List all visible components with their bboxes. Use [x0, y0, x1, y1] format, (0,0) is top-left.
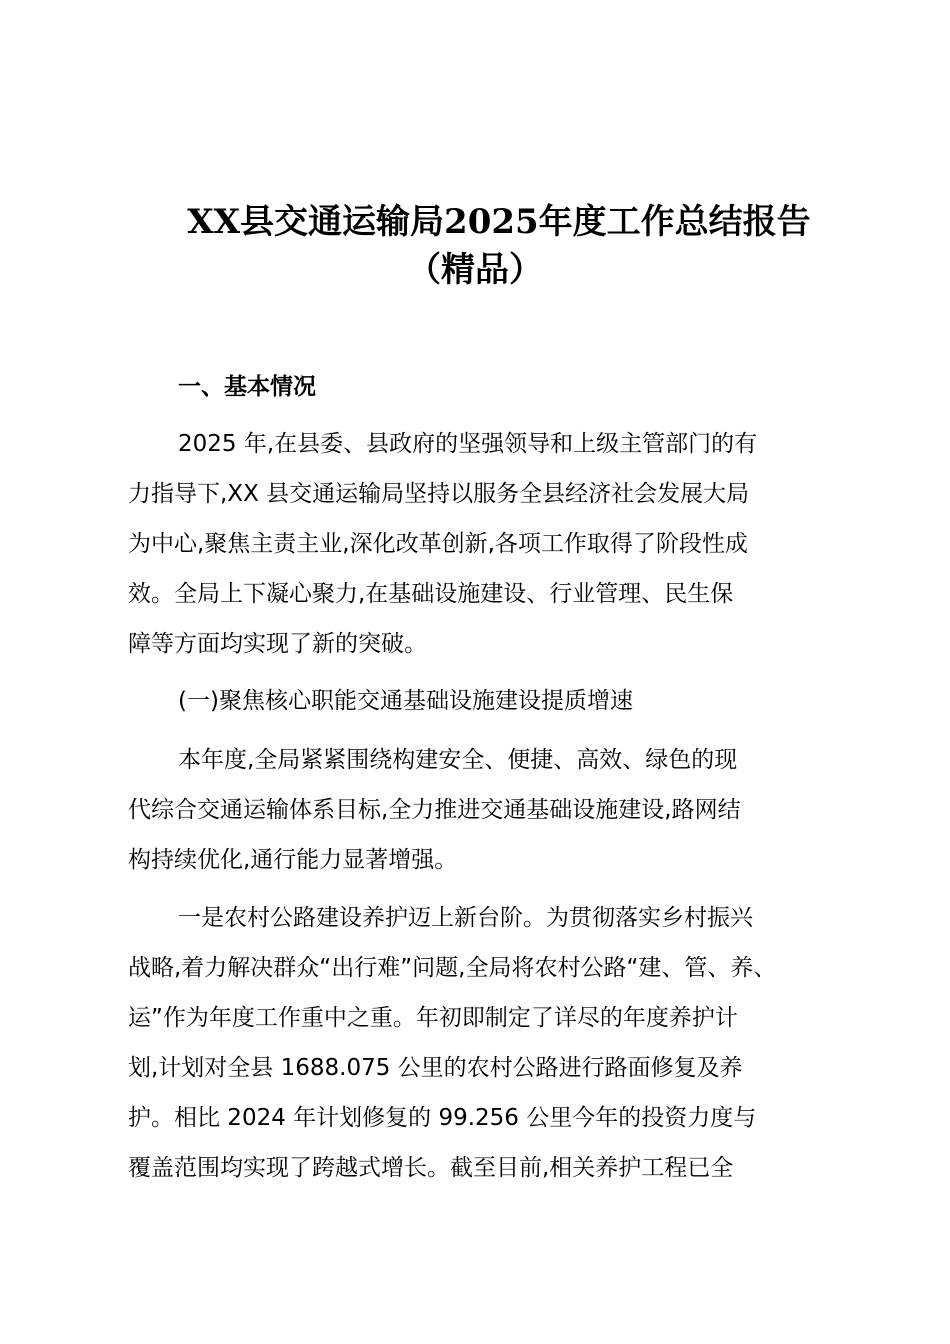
- section-heading-basic-situation: 一、基本情况: [178, 374, 316, 400]
- text-line: 划,计划对全县 1688.075 公里的农村公路进行路面修复及养: [128, 1055, 743, 1081]
- text-line: 护。相比 2024 年计划修复的 99.256 公里今年的投资力度与: [128, 1105, 757, 1131]
- text-line: (一)聚焦核心职能交通基础设施建设提质增速: [178, 688, 633, 714]
- paragraph-basic-situation: [128, 419, 828, 669]
- text-line: 障等方面均实现了新的突破。: [128, 631, 427, 657]
- text-line: 本年度,全局紧紧围绕构建安全、便捷、高效、绿色的现: [178, 747, 738, 773]
- text-line: 2025 年,在县委、县政府的坚强领导和上级主管部门的有: [178, 431, 758, 457]
- text-line: 构持续优化,通行能力显著增强。: [128, 847, 458, 873]
- text-line: 运”作为年度工作重中之重。年初即制定了详尽的年度养护计: [128, 1005, 738, 1031]
- text-line: 为中心,聚焦主责主业,深化改革创新,各项工作取得了阶段性成: [128, 531, 748, 557]
- text-line: 代综合交通运输体系目标,全力推进交通基础设施建设,路网结: [128, 797, 741, 823]
- text-line: 战略,着力解决群众“出行难”问题,全局将农村公路“建、管、养、: [128, 955, 777, 981]
- text-line: 覆盖范围均实现了跨越式增长。截至目前,相关养护工程已全: [128, 1155, 734, 1181]
- subheading-infrastructure: [128, 676, 828, 726]
- text-line: 一是农村公路建设养护迈上新台阶。为贯彻落实乡村振兴: [178, 905, 753, 931]
- document-title: XX县交通运输局2025年度工作总结报告: [187, 202, 811, 242]
- text-line: 效。全局上下凝心聚力,在基础设施建设、行业管理、民生保: [128, 581, 734, 607]
- paragraph-infrastructure: [128, 735, 828, 885]
- document-subtitle: （精品）: [407, 250, 543, 290]
- paragraph-rural-roads: [128, 893, 828, 1193]
- text-line: 力指导下,XX 县交通运输局坚持以服务全县经济社会发展大局: [128, 481, 750, 507]
